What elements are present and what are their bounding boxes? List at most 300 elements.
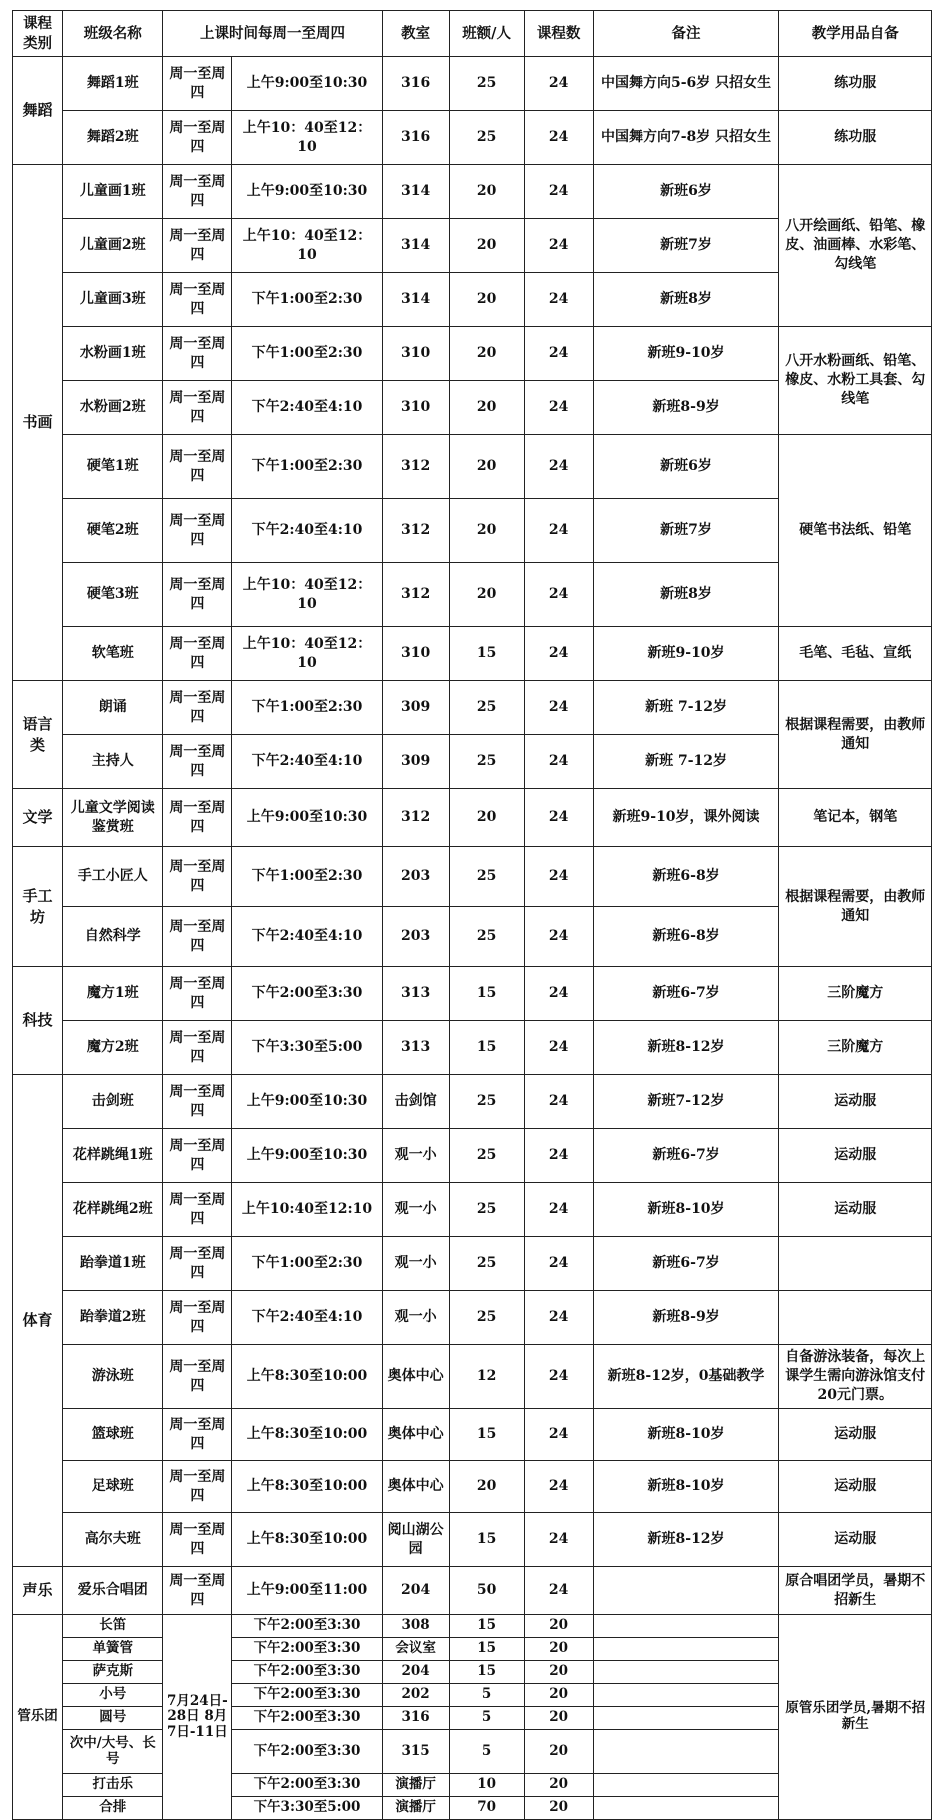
class-time: 下午2:00至3:30 <box>232 967 382 1021</box>
table-row <box>13 1409 932 1461</box>
class-time: 下午2:00至3:30 <box>232 1730 382 1774</box>
class-time: 上午9:00至10:30 <box>232 165 382 219</box>
class-days: 周一至周四 <box>163 1291 232 1345</box>
class-time: 上午10：40至12：10 <box>232 219 382 273</box>
class-name: 儿童文学阅读鉴赏班 <box>63 789 163 847</box>
class-room: 观一小 <box>382 1183 449 1237</box>
class-name: 魔方2班 <box>63 1021 163 1075</box>
class-lessons: 24 <box>524 1237 593 1291</box>
class-capacity: 15 <box>449 1615 524 1638</box>
class-capacity: 25 <box>449 1291 524 1345</box>
class-name: 水粉画2班 <box>63 381 163 435</box>
class-time: 上午8:30至10:00 <box>232 1461 382 1513</box>
class-capacity: 25 <box>449 681 524 735</box>
class-lessons: 24 <box>524 563 593 627</box>
class-days: 周一至周四 <box>163 1513 232 1567</box>
class-supplies <box>779 1237 932 1291</box>
class-room: 316 <box>382 111 449 165</box>
table-row <box>13 1237 932 1291</box>
class-name: 萨克斯 <box>63 1661 163 1684</box>
class-days: 周一至周四 <box>163 273 232 327</box>
class-remark: 新班6-7岁 <box>593 1129 779 1183</box>
class-lessons: 24 <box>524 735 593 789</box>
class-supplies: 自备游泳装备，每次上课学生需向游泳馆支付20元门票。 <box>779 1345 932 1409</box>
table-row <box>13 1345 932 1409</box>
class-capacity: 20 <box>449 381 524 435</box>
class-remark <box>593 1638 779 1661</box>
class-name: 长笛 <box>63 1615 163 1638</box>
class-name: 花样跳绳1班 <box>63 1129 163 1183</box>
class-capacity: 70 <box>449 1797 524 1820</box>
class-time: 下午2:00至3:30 <box>232 1615 382 1638</box>
table-row <box>13 847 932 907</box>
class-remark: 新班8-10岁 <box>593 1183 779 1237</box>
class-lessons: 24 <box>524 111 593 165</box>
class-time: 下午2:40至4:10 <box>232 907 382 967</box>
table-row <box>13 967 932 1021</box>
class-lessons: 20 <box>524 1797 593 1820</box>
class-room: 观一小 <box>382 1129 449 1183</box>
class-days: 周一至周四 <box>163 967 232 1021</box>
class-days: 周一至周四 <box>163 681 232 735</box>
class-lessons: 24 <box>524 847 593 907</box>
class-lessons: 24 <box>524 681 593 735</box>
class-time: 上午9:00至10:30 <box>232 57 382 111</box>
class-capacity: 15 <box>449 1409 524 1461</box>
class-remark <box>593 1774 779 1797</box>
class-lessons: 24 <box>524 435 593 499</box>
class-remark: 新班8岁 <box>593 563 779 627</box>
class-capacity: 15 <box>449 1661 524 1684</box>
class-time: 上午8:30至10:00 <box>232 1409 382 1461</box>
class-days: 周一至周四 <box>163 1409 232 1461</box>
class-remark: 新班8岁 <box>593 273 779 327</box>
category-language: 语言类 <box>13 681 63 789</box>
class-remark: 新班6岁 <box>593 435 779 499</box>
class-remark: 中国舞方向5-6岁 只招女生 <box>593 57 779 111</box>
class-days: 周一至周四 <box>163 165 232 219</box>
class-time: 上午10：40至12：10 <box>232 627 382 681</box>
class-remark: 新班8-10岁 <box>593 1461 779 1513</box>
table-row <box>13 1615 932 1638</box>
class-supplies: 运动服 <box>779 1461 932 1513</box>
class-remark: 新班8-9岁 <box>593 381 779 435</box>
class-capacity: 5 <box>449 1730 524 1774</box>
class-room: 314 <box>382 219 449 273</box>
class-name: 儿童画3班 <box>63 273 163 327</box>
class-name: 自然科学 <box>63 907 163 967</box>
class-supplies <box>779 1291 932 1345</box>
class-time: 下午2:00至3:30 <box>232 1774 382 1797</box>
class-time: 下午2:00至3:30 <box>232 1684 382 1707</box>
class-name: 魔方1班 <box>63 967 163 1021</box>
header-class-name: 班级名称 <box>63 11 163 57</box>
class-room: 310 <box>382 627 449 681</box>
category-dance: 舞蹈 <box>13 57 63 165</box>
class-supplies: 练功服 <box>779 111 932 165</box>
class-name: 爱乐合唱团 <box>63 1567 163 1615</box>
class-room: 316 <box>382 1707 449 1730</box>
class-name: 击剑班 <box>63 1075 163 1129</box>
class-remark: 新班9-10岁，课外阅读 <box>593 789 779 847</box>
class-lessons: 24 <box>524 165 593 219</box>
class-lessons: 20 <box>524 1774 593 1797</box>
class-lessons: 24 <box>524 789 593 847</box>
class-name: 主持人 <box>63 735 163 789</box>
class-time: 上午9:00至10:30 <box>232 1129 382 1183</box>
class-time: 下午2:00至3:30 <box>232 1638 382 1661</box>
class-supplies: 运动服 <box>779 1513 932 1567</box>
class-room: 会议室 <box>382 1638 449 1661</box>
class-supplies: 运动服 <box>779 1075 932 1129</box>
class-capacity: 20 <box>449 435 524 499</box>
class-capacity: 10 <box>449 1774 524 1797</box>
table-row <box>13 627 932 681</box>
class-capacity: 15 <box>449 1021 524 1075</box>
header-supplies: 教学用品自备 <box>779 11 932 57</box>
class-capacity: 20 <box>449 499 524 563</box>
class-lessons: 24 <box>524 57 593 111</box>
class-capacity: 20 <box>449 273 524 327</box>
class-capacity: 50 <box>449 1567 524 1615</box>
class-remark: 新班9-10岁 <box>593 627 779 681</box>
class-supplies: 八开水粉画纸、铅笔、橡皮、水粉工具套、勾线笔 <box>779 327 932 435</box>
table-row <box>13 1567 932 1615</box>
table-row <box>13 327 932 381</box>
class-time: 上午10：40至12：10 <box>232 111 382 165</box>
class-time: 下午2:40至4:10 <box>232 499 382 563</box>
class-room: 奥体中心 <box>382 1461 449 1513</box>
header-remarks: 备注 <box>593 11 779 57</box>
class-capacity: 25 <box>449 735 524 789</box>
class-room: 309 <box>382 681 449 735</box>
table-row <box>13 681 932 735</box>
table-row <box>13 1129 932 1183</box>
class-time: 下午2:40至4:10 <box>232 381 382 435</box>
class-days: 周一至周四 <box>163 627 232 681</box>
header-time: 上课时间每周一至周四 <box>163 11 382 57</box>
class-supplies: 运动服 <box>779 1129 932 1183</box>
class-days: 周一至周四 <box>163 111 232 165</box>
class-capacity: 20 <box>449 219 524 273</box>
class-name: 高尔夫班 <box>63 1513 163 1567</box>
class-room: 309 <box>382 735 449 789</box>
class-lessons: 24 <box>524 381 593 435</box>
class-time: 上午10：40至12：10 <box>232 563 382 627</box>
category-craft: 手工坊 <box>13 847 63 967</box>
class-remark: 新班9-10岁 <box>593 327 779 381</box>
class-remark: 中国舞方向7-8岁 只招女生 <box>593 111 779 165</box>
class-days: 周一至周四 <box>163 499 232 563</box>
class-name: 舞蹈2班 <box>63 111 163 165</box>
class-supplies: 三阶魔方 <box>779 967 932 1021</box>
class-days: 周一至周四 <box>163 847 232 907</box>
class-capacity: 5 <box>449 1707 524 1730</box>
class-time: 下午3:30至5:00 <box>232 1021 382 1075</box>
class-supplies: 根据课程需要，由教师通知 <box>779 847 932 967</box>
class-room: 击剑馆 <box>382 1075 449 1129</box>
class-capacity: 25 <box>449 1075 524 1129</box>
class-lessons: 24 <box>524 1567 593 1615</box>
class-lessons: 24 <box>524 1461 593 1513</box>
class-time: 下午1:00至2:30 <box>232 1237 382 1291</box>
class-days: 周一至周四 <box>163 1237 232 1291</box>
class-days: 周一至周四 <box>163 1129 232 1183</box>
class-remark: 新班7岁 <box>593 219 779 273</box>
class-name: 跆拳道2班 <box>63 1291 163 1345</box>
class-name: 小号 <box>63 1684 163 1707</box>
class-days: 周一至周四 <box>163 907 232 967</box>
class-room: 308 <box>382 1615 449 1638</box>
class-name: 篮球班 <box>63 1409 163 1461</box>
class-lessons: 24 <box>524 219 593 273</box>
class-lessons: 20 <box>524 1684 593 1707</box>
course-schedule-table <box>12 10 932 1820</box>
class-room: 310 <box>382 327 449 381</box>
table-row <box>13 1075 932 1129</box>
class-days: 周一至周四 <box>163 789 232 847</box>
class-lessons: 24 <box>524 1291 593 1345</box>
class-capacity: 20 <box>449 789 524 847</box>
class-room: 314 <box>382 273 449 327</box>
class-capacity: 5 <box>449 1684 524 1707</box>
class-capacity: 20 <box>449 563 524 627</box>
class-name: 花样跳绳2班 <box>63 1183 163 1237</box>
class-days: 周一至周四 <box>163 735 232 789</box>
class-room: 312 <box>382 499 449 563</box>
class-room: 204 <box>382 1567 449 1615</box>
class-supplies: 练功服 <box>779 57 932 111</box>
class-name: 儿童画2班 <box>63 219 163 273</box>
class-lessons: 24 <box>524 499 593 563</box>
table-row <box>13 57 932 111</box>
class-supplies: 运动服 <box>779 1409 932 1461</box>
class-time: 下午2:40至4:10 <box>232 735 382 789</box>
class-time: 下午1:00至2:30 <box>232 327 382 381</box>
class-remark <box>593 1615 779 1638</box>
class-time: 下午2:00至3:30 <box>232 1707 382 1730</box>
class-name: 足球班 <box>63 1461 163 1513</box>
table-row <box>13 1291 932 1345</box>
table-row <box>13 111 932 165</box>
class-name: 单簧管 <box>63 1638 163 1661</box>
class-room: 316 <box>382 57 449 111</box>
class-days: 周一至周四 <box>163 57 232 111</box>
class-name: 合排 <box>63 1797 163 1820</box>
class-remark: 新班8-9岁 <box>593 1291 779 1345</box>
class-time: 上午10:40至12:10 <box>232 1183 382 1237</box>
class-name: 圆号 <box>63 1707 163 1730</box>
class-time: 下午3:30至5:00 <box>232 1797 382 1820</box>
class-remark <box>593 1661 779 1684</box>
class-days: 周一至周四 <box>163 381 232 435</box>
class-room: 观一小 <box>382 1237 449 1291</box>
class-remark: 新班8-12岁，0基础教学 <box>593 1345 779 1409</box>
class-days: 周一至周四 <box>163 1345 232 1409</box>
class-supplies: 硬笔书法纸、铅笔 <box>779 435 932 627</box>
class-name: 儿童画1班 <box>63 165 163 219</box>
class-remark: 新班6岁 <box>593 165 779 219</box>
class-remark: 新班7-12岁 <box>593 1075 779 1129</box>
class-room: 312 <box>382 563 449 627</box>
class-capacity: 25 <box>449 847 524 907</box>
table-row <box>13 165 932 219</box>
table-row <box>13 1183 932 1237</box>
class-capacity: 15 <box>449 1638 524 1661</box>
class-remark: 新班7岁 <box>593 499 779 563</box>
class-supplies: 根据课程需要，由教师通知 <box>779 681 932 789</box>
class-name: 硬笔3班 <box>63 563 163 627</box>
table-row <box>13 789 932 847</box>
class-remark: 新班 7-12岁 <box>593 735 779 789</box>
class-capacity: 25 <box>449 1237 524 1291</box>
class-lessons: 24 <box>524 1183 593 1237</box>
class-room: 204 <box>382 1661 449 1684</box>
band-days: 7月24日-28日 8月7日-11日 <box>163 1615 232 1820</box>
class-room: 315 <box>382 1730 449 1774</box>
class-capacity: 12 <box>449 1345 524 1409</box>
class-remark <box>593 1707 779 1730</box>
class-remark: 新班6-7岁 <box>593 1237 779 1291</box>
class-lessons: 24 <box>524 327 593 381</box>
class-remark: 新班8-12岁 <box>593 1021 779 1075</box>
category-sports: 体育 <box>13 1075 63 1567</box>
class-lessons: 20 <box>524 1661 593 1684</box>
class-time: 下午1:00至2:30 <box>232 847 382 907</box>
class-remark <box>593 1730 779 1774</box>
class-time: 下午1:00至2:30 <box>232 681 382 735</box>
class-name: 硬笔1班 <box>63 435 163 499</box>
class-capacity: 15 <box>449 1513 524 1567</box>
header-row <box>13 11 932 57</box>
class-days: 周一至周四 <box>163 435 232 499</box>
class-room: 演播厅 <box>382 1774 449 1797</box>
class-days: 周一至周四 <box>163 563 232 627</box>
class-time: 下午1:00至2:30 <box>232 273 382 327</box>
class-lessons: 24 <box>524 627 593 681</box>
class-capacity: 25 <box>449 111 524 165</box>
band-supplies: 原管乐团学员,暑期不招新生 <box>779 1615 932 1820</box>
class-time: 上午8:30至10:00 <box>232 1345 382 1409</box>
class-name: 朗诵 <box>63 681 163 735</box>
class-time: 上午8:30至10:00 <box>232 1513 382 1567</box>
class-supplies: 三阶魔方 <box>779 1021 932 1075</box>
class-days: 周一至周四 <box>163 1021 232 1075</box>
class-days: 周一至周四 <box>163 1567 232 1615</box>
class-lessons: 20 <box>524 1730 593 1774</box>
class-remark <box>593 1684 779 1707</box>
class-supplies: 原合唱团学员，暑期不招新生 <box>779 1567 932 1615</box>
class-days: 周一至周四 <box>163 1075 232 1129</box>
class-days: 周一至周四 <box>163 1461 232 1513</box>
class-lessons: 20 <box>524 1638 593 1661</box>
class-capacity: 20 <box>449 165 524 219</box>
class-name: 软笔班 <box>63 627 163 681</box>
class-room: 演播厅 <box>382 1797 449 1820</box>
class-name: 次中/大号、长号 <box>63 1730 163 1774</box>
class-capacity: 25 <box>449 57 524 111</box>
class-supplies: 八开绘画纸、铅笔、橡皮、油画棒、水彩笔、勾线笔 <box>779 165 932 327</box>
category-band: 管乐团 <box>13 1615 63 1820</box>
class-lessons: 24 <box>524 1075 593 1129</box>
class-supplies: 毛笔、毛毡、宣纸 <box>779 627 932 681</box>
header-lessons: 课程数 <box>524 11 593 57</box>
header-category: 课程类别 <box>13 11 63 57</box>
class-lessons: 24 <box>524 1409 593 1461</box>
class-name: 舞蹈1班 <box>63 57 163 111</box>
class-lessons: 24 <box>524 1129 593 1183</box>
course-schedule-sheet <box>12 10 932 1816</box>
class-room: 阅山湖公园 <box>382 1513 449 1567</box>
class-name: 手工小匠人 <box>63 847 163 907</box>
class-lessons: 24 <box>524 273 593 327</box>
class-capacity: 20 <box>449 327 524 381</box>
class-name: 跆拳道1班 <box>63 1237 163 1291</box>
category-literature: 文学 <box>13 789 63 847</box>
class-room: 奥体中心 <box>382 1345 449 1409</box>
class-lessons: 24 <box>524 1513 593 1567</box>
class-capacity: 15 <box>449 627 524 681</box>
class-room: 203 <box>382 847 449 907</box>
table-row <box>13 1021 932 1075</box>
header-capacity: 班额/人 <box>449 11 524 57</box>
class-lessons: 24 <box>524 967 593 1021</box>
class-lessons: 20 <box>524 1615 593 1638</box>
class-remark: 新班8-12岁 <box>593 1513 779 1567</box>
class-remark: 新班6-8岁 <box>593 847 779 907</box>
class-lessons: 20 <box>524 1707 593 1730</box>
table-row <box>13 435 932 499</box>
category-painting: 书画 <box>13 165 63 681</box>
class-remark: 新班 7-12岁 <box>593 681 779 735</box>
class-lessons: 24 <box>524 1345 593 1409</box>
class-time: 下午1:00至2:30 <box>232 435 382 499</box>
class-lessons: 24 <box>524 907 593 967</box>
class-name: 硬笔2班 <box>63 499 163 563</box>
class-capacity: 25 <box>449 1183 524 1237</box>
category-vocal: 声乐 <box>13 1567 63 1615</box>
table-row <box>13 1461 932 1513</box>
class-room: 310 <box>382 381 449 435</box>
class-remark: 新班6-7岁 <box>593 967 779 1021</box>
class-room: 312 <box>382 435 449 499</box>
class-days: 周一至周四 <box>163 1183 232 1237</box>
class-time: 上午9:00至10:30 <box>232 789 382 847</box>
class-room: 202 <box>382 1684 449 1707</box>
class-capacity: 15 <box>449 967 524 1021</box>
class-remark: 新班8-10岁 <box>593 1409 779 1461</box>
class-room: 203 <box>382 907 449 967</box>
class-days: 周一至周四 <box>163 327 232 381</box>
class-capacity: 20 <box>449 1461 524 1513</box>
class-time: 下午2:40至4:10 <box>232 1291 382 1345</box>
class-capacity: 25 <box>449 1129 524 1183</box>
class-time: 下午2:00至3:30 <box>232 1661 382 1684</box>
class-lessons: 24 <box>524 1021 593 1075</box>
table-row <box>13 1513 932 1567</box>
header-room: 教室 <box>382 11 449 57</box>
class-room: 313 <box>382 967 449 1021</box>
class-time: 上午9:00至11:00 <box>232 1567 382 1615</box>
category-tech: 科技 <box>13 967 63 1075</box>
class-room: 313 <box>382 1021 449 1075</box>
class-room: 奥体中心 <box>382 1409 449 1461</box>
class-remark <box>593 1567 779 1615</box>
class-room: 观一小 <box>382 1291 449 1345</box>
table-body <box>13 11 932 1820</box>
class-name: 水粉画1班 <box>63 327 163 381</box>
class-time: 上午9:00至10:30 <box>232 1075 382 1129</box>
